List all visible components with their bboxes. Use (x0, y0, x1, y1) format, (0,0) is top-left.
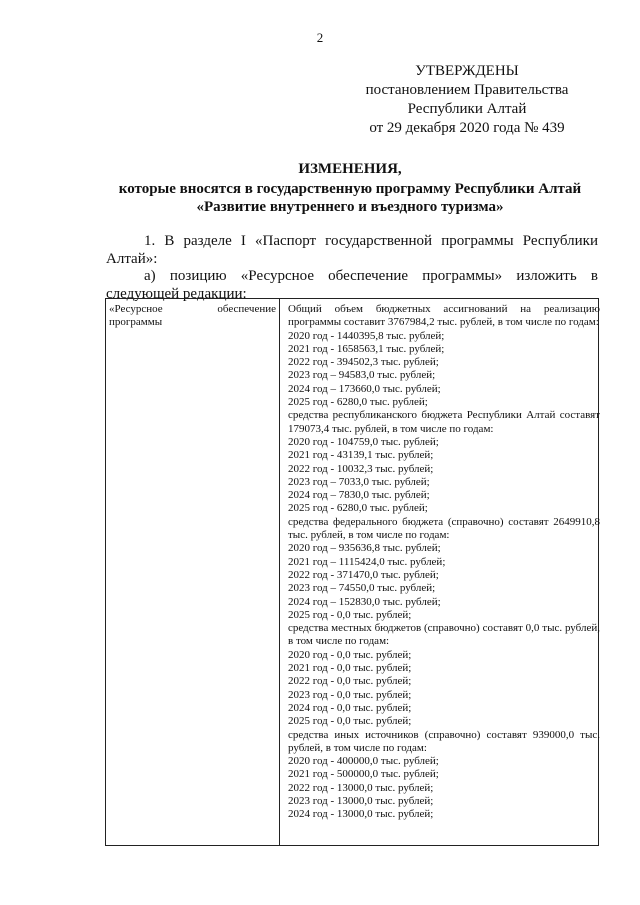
table-line: 2020 год - 1440395,8 тыс. рублей; (288, 329, 445, 342)
table-line: средства республиканского бюджета Республики Алтай составят 179073,4 тыс. рублей, в том числе по годам: (288, 409, 600, 435)
table-line: 2022 год - 10032,3 тыс. рублей; (288, 462, 434, 475)
table-line: 2023 год – 7033,0 тыс. рублей; (288, 475, 430, 488)
table-line: 2023 год – 74550,0 тыс. рублей; (288, 582, 436, 595)
approval-line-2: Республики Алтай (407, 101, 527, 117)
table-line: 2025 год - 6280,0 тыс. рублей; (288, 502, 428, 515)
resource-table (105, 298, 599, 846)
table-left-cell: «Ресурсное обеспечение программы (106, 299, 280, 845)
table-line: 2020 год - 400000,0 тыс. рублей; (288, 755, 439, 768)
table-line: 2020 год – 935636,8 тыс. рублей; (288, 542, 441, 555)
table-line: 2023 год - 0,0 тыс. рублей; (288, 688, 412, 701)
table-line: 2021 год - 500000,0 тыс. рублей; (288, 768, 439, 781)
table-line: 2022 год - 394502,3 тыс. рублей; (288, 356, 439, 369)
approval-block (352, 62, 582, 138)
approval-line-1: постановлением Правительства (365, 82, 569, 98)
table-line: 2022 год - 371470,0 тыс. рублей; (288, 568, 439, 581)
table-line: 2024 год – 173660,0 тыс. рублей; (288, 382, 441, 395)
paragraph-2: а) позицию «Ресурсное обеспечение программы» изложить в следующей редакции: (106, 268, 598, 302)
table-line: средства федерального бюджета (справочно) составят 2649910,8 тыс. рублей, в том числе по годам: (288, 515, 600, 542)
table-line: 2024 год - 13000,0 тыс. рублей; (288, 808, 434, 821)
table-line: 2024 год - 0,0 тыс. рублей; (288, 701, 412, 714)
table-line: 2023 год – 94583,0 тыс. рублей; (288, 369, 436, 382)
title-line-3: «Развитие внутреннего и въездного туризма» (196, 199, 504, 215)
page-number: 2 (316, 30, 324, 45)
title-line-2: которые вносятся в государственную программу Республики Алтай (118, 181, 582, 197)
title-line-1: ИЗМЕНЕНИЯ, (298, 161, 402, 177)
table-line: 2020 год - 0,0 тыс. рублей; (288, 648, 412, 661)
table-line: средства иных источников (справочно) составят 939000,0 тыс. рублей, в том числе по годам: (288, 728, 600, 754)
approval-heading: УТВЕРЖДЕНЫ (415, 63, 519, 79)
table-line: 2024 год – 7830,0 тыс. рублей; (288, 489, 430, 502)
table-line: 2021 год - 43139,1 тыс. рублей; (288, 449, 434, 462)
table-line: 2025 год - 6280,0 тыс. рублей; (288, 396, 428, 409)
paragraph-1: 1. В разделе I «Паспорт государственной программы Республики Алтай»: (106, 233, 598, 267)
approval-line-3: от 29 декабря 2020 года № 439 (369, 120, 565, 136)
table-line: 2024 год – 152830,0 тыс. рублей; (288, 595, 441, 608)
table-line: 2020 год - 104759,0 тыс. рублей; (288, 435, 439, 448)
table-line: 2023 год - 13000,0 тыс. рублей; (288, 794, 434, 807)
table-line: 2025 год - 0,0 тыс. рублей; (288, 715, 412, 728)
table-line: 2025 год - 0,0 тыс. рублей; (288, 608, 412, 621)
table-line: 2022 год - 0,0 тыс. рублей; (288, 675, 412, 688)
table-right-cell (284, 299, 602, 822)
table-line: 2021 год – 1115424,0 тыс. рублей; (288, 555, 446, 568)
table-line: средства местных бюджетов (справочно) составят 0,0 тыс. рублей, в том числе по годам: (288, 622, 600, 648)
table-line: 2021 год - 1658563,1 тыс. рублей; (288, 342, 445, 355)
table-line: Общий объем бюджетных ассигнований на реализацию программы составит 3767984,2 тыс. рублей, в том числе по годам: (288, 303, 600, 329)
table-line: 2022 год - 13000,0 тыс. рублей; (288, 781, 434, 794)
table-line: 2021 год - 0,0 тыс. рублей; (288, 662, 412, 675)
document-title (100, 160, 600, 216)
